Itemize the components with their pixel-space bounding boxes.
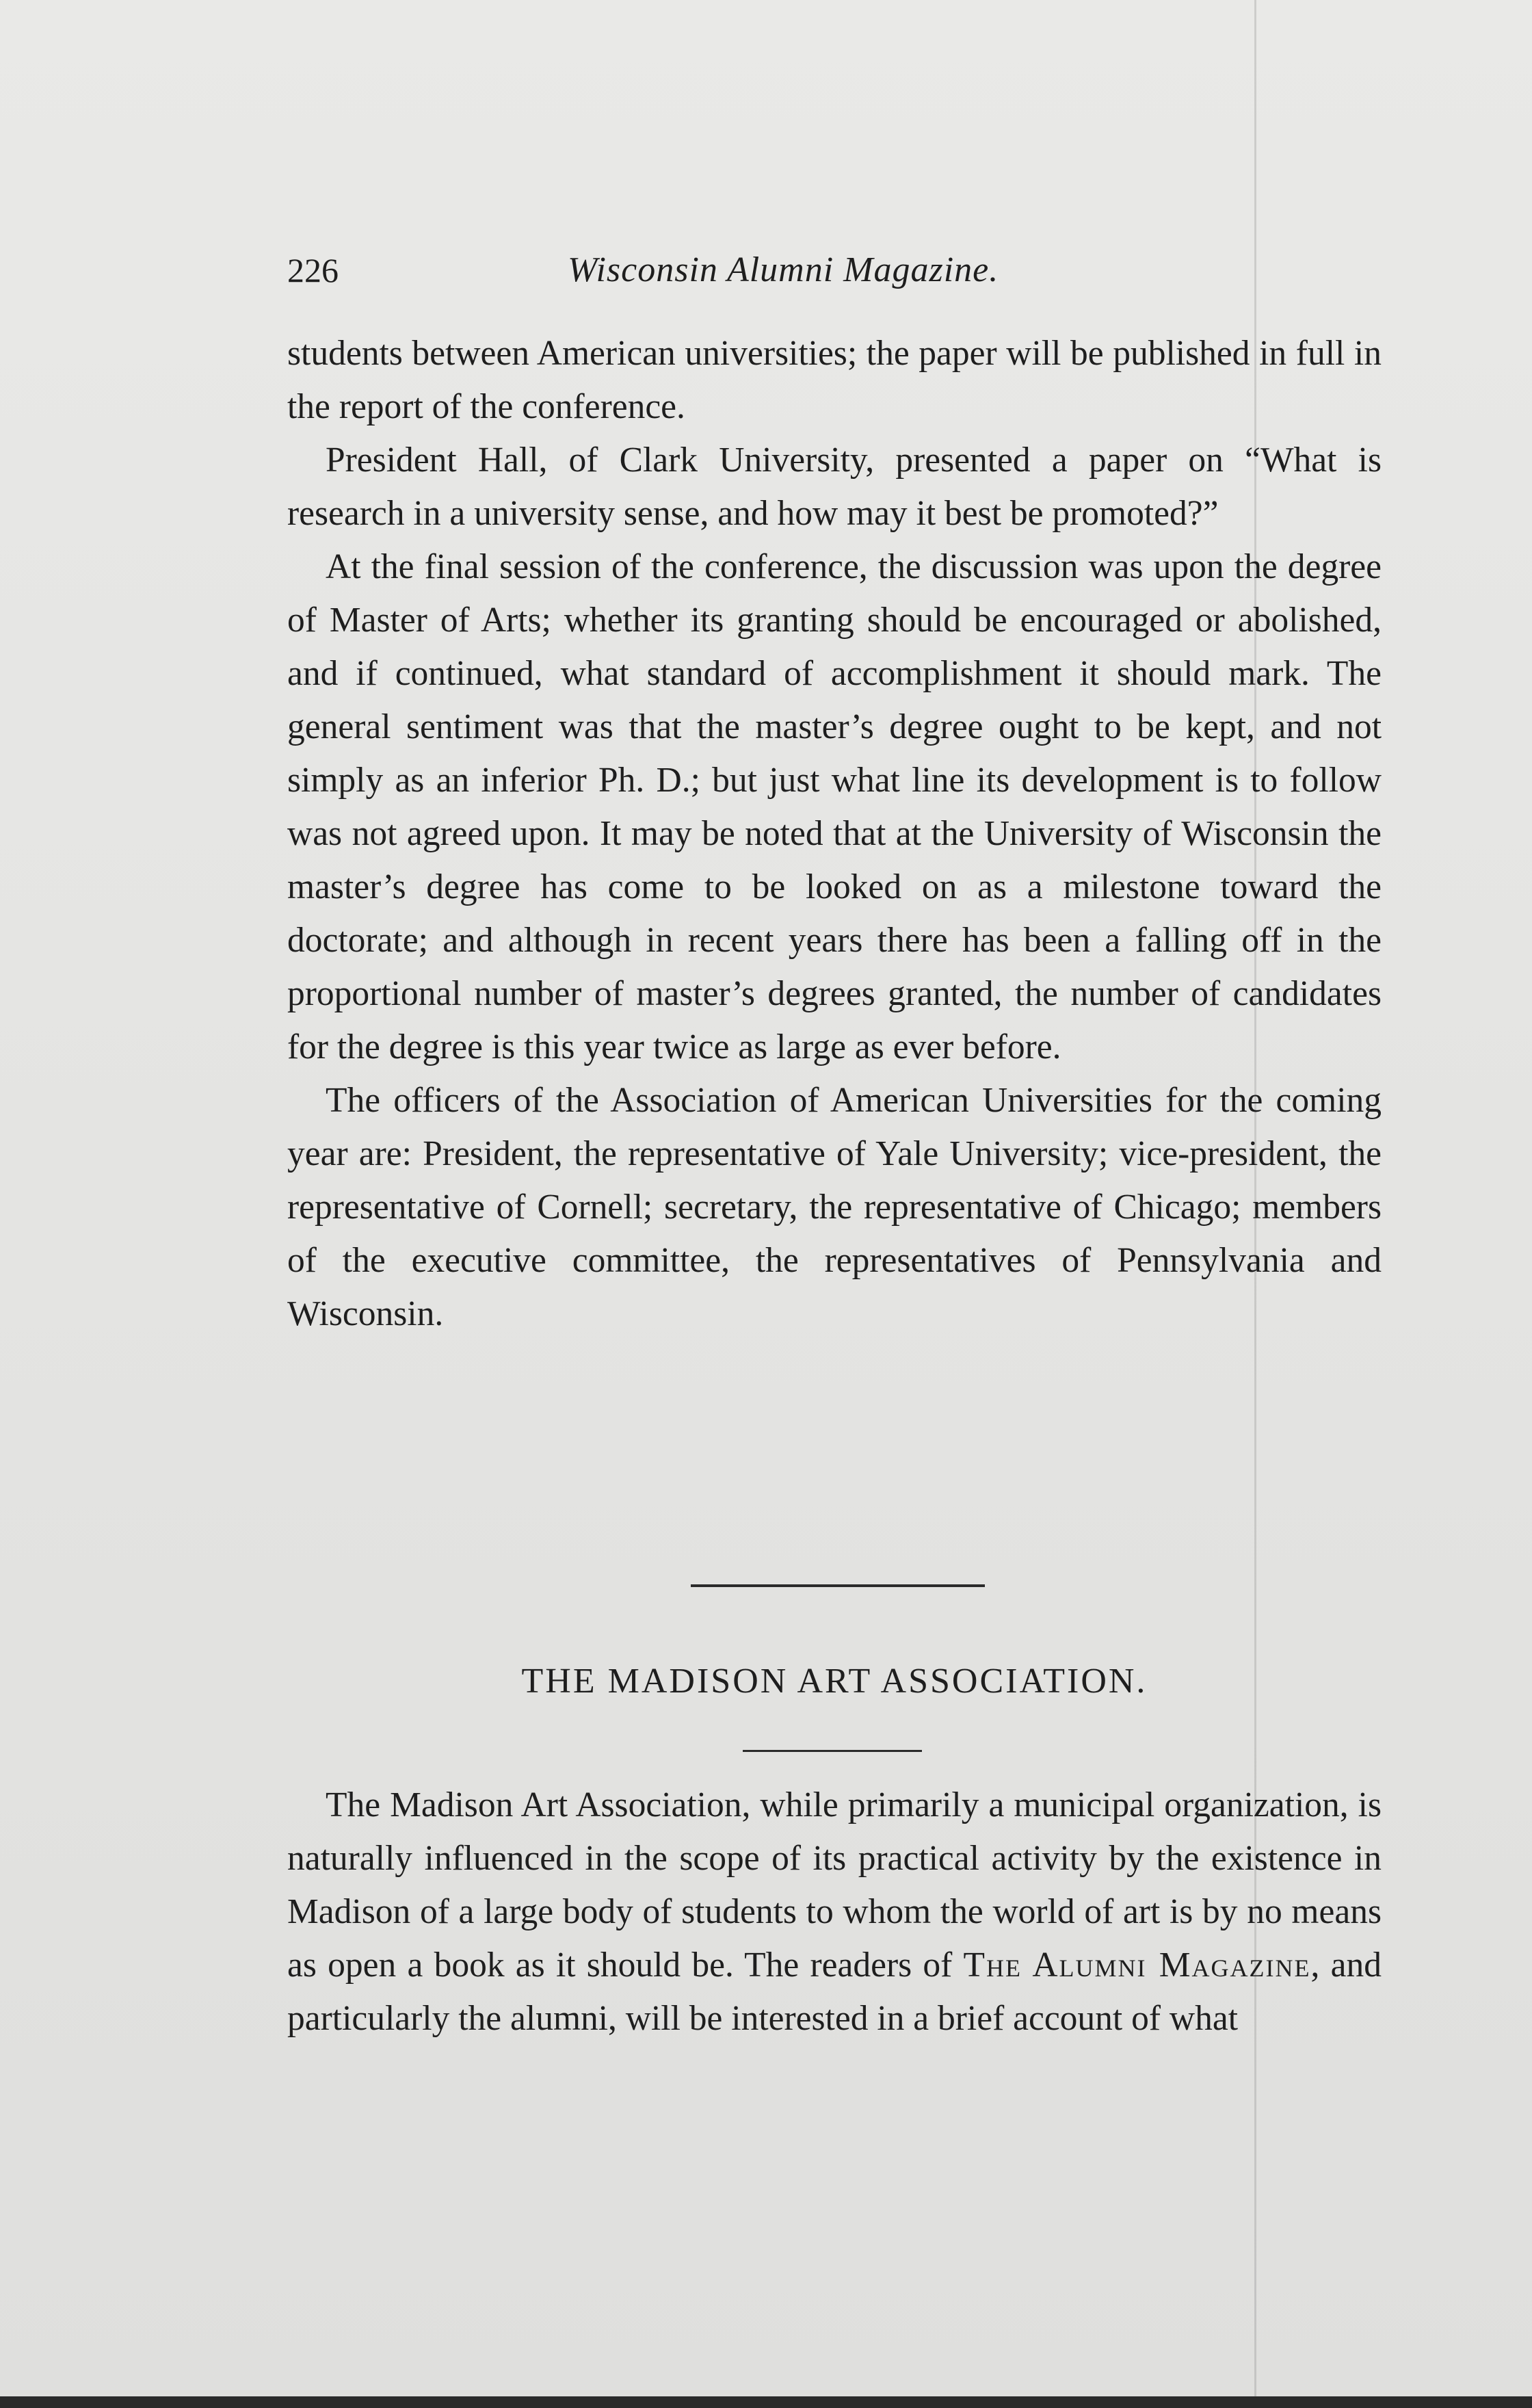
section-paragraph bbox=[287, 1779, 1382, 2045]
section-paragraph-part2: , and particularly the alumni, will be interested in a brief account of what bbox=[287, 1946, 1382, 2038]
running-title: Wisconsin Alumni Magazine. bbox=[568, 250, 999, 289]
page-number: 226 bbox=[287, 251, 339, 289]
scan-bottom-edge bbox=[0, 2396, 1532, 2408]
paragraph-4: The officers of the Association of American Universities for the coming year are: President, the representative of Yale University; vice-president, the representative of Cornell; secretary, the representative of Chicago; members of the executive committee, the representatives of Pennsylvania and Wisconsin. bbox=[287, 1081, 1382, 1333]
paragraph-1: students between American universities; the paper will be published in full in the report of the conference. bbox=[287, 334, 1382, 426]
magazine-name: The Alumni Magazine bbox=[963, 1946, 1311, 1985]
section-body bbox=[287, 1779, 1382, 2045]
page-header bbox=[287, 243, 1382, 298]
section-title: THE MADISON ART ASSOCIATION. bbox=[521, 1662, 1148, 1701]
paragraph-2: President Hall, of Clark University, presented a paper on “What is research in a university sense, and how may it best be promoted?” bbox=[287, 441, 1382, 533]
paragraph-3: At the final session of the conference, the discussion was upon the degree of Master of Arts; whether its granting should be encouraged or abolished, and if continued, what standard of accomplishment it should mark. The general sentiment was that the master’s degree ought to be kept, and not simply as an inferior Ph. D.; but just what line its development is to follow was not agreed upon. It may be noted that at the University of Wisconsin the master’s degree has come to be looked on as a milestone toward the doctorate; and although in recent years there has been a falling off in the proportional number of master’s degrees granted, the number of candidates for the degree is this year twice as large as ever before. bbox=[287, 547, 1382, 1066]
title-underline-rule bbox=[743, 1750, 922, 1752]
section-divider-rule bbox=[691, 1584, 985, 1587]
section-paragraph-part1: The Madison Art Association, while primarily a municipal organization, is naturally influenced in the scope of its practical activity by the existence in Madison of a large body of students to whom the world of art is by no means as open a book as it should be. The readers of bbox=[287, 1785, 1382, 1985]
article-continuation bbox=[287, 327, 1382, 1341]
